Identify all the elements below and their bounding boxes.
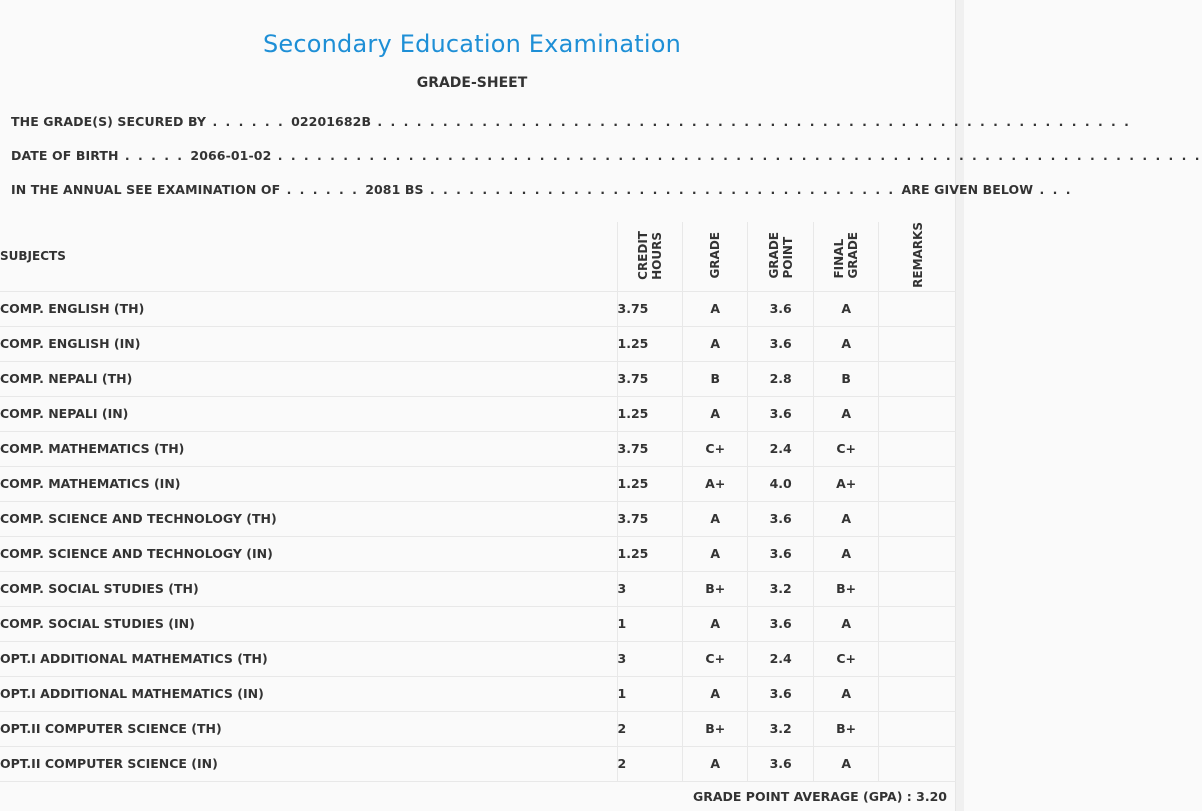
grade: B+ — [682, 711, 747, 746]
final-grade: A — [813, 676, 878, 711]
grade-point: 4.0 — [748, 466, 813, 501]
subject-name: COMP. MATHEMATICS (TH) — [0, 431, 617, 466]
credit-hours: 2 — [617, 711, 682, 746]
grade-table-body — [0, 291, 956, 781]
remarks — [879, 746, 956, 781]
grade: A — [682, 326, 747, 361]
table-row — [0, 641, 956, 676]
header-grade-point: GRADE POINT — [748, 222, 813, 291]
grade-point: 3.6 — [748, 746, 813, 781]
grade: A — [682, 676, 747, 711]
grade: A — [682, 396, 747, 431]
subject-name: COMP. ENGLISH (IN) — [0, 326, 617, 361]
grade-point: 2.4 — [748, 641, 813, 676]
credit-hours: 1 — [617, 676, 682, 711]
grade-point: 3.6 — [748, 606, 813, 641]
table-row — [0, 326, 956, 361]
final-grade: C+ — [813, 641, 878, 676]
credit-hours: 1 — [617, 606, 682, 641]
header-credit-hours: CREDIT HOURS — [617, 222, 682, 291]
subject-name: COMP. SOCIAL STUDIES (TH) — [0, 571, 617, 606]
grade: A — [682, 746, 747, 781]
final-grade: A — [813, 326, 878, 361]
final-grade: B+ — [813, 711, 878, 746]
grade: A — [682, 606, 747, 641]
grade: C+ — [682, 431, 747, 466]
subject-name: COMP. ENGLISH (TH) — [0, 291, 617, 326]
symbol-number: 02201682B — [291, 114, 372, 129]
table-row — [0, 291, 956, 326]
subject-name: COMP. SCIENCE AND TECHNOLOGY (TH) — [0, 501, 617, 536]
remarks — [879, 361, 956, 396]
gpa-value: 3.20 — [916, 789, 947, 804]
final-grade: B+ — [813, 571, 878, 606]
remarks — [879, 571, 956, 606]
header-subjects: SUBJECTS — [0, 222, 617, 291]
grade-point: 3.6 — [748, 501, 813, 536]
page-subtitle: GRADE-SHEET — [416, 75, 528, 91]
remarks — [879, 641, 956, 676]
remarks — [879, 606, 956, 641]
subject-name: OPT.II COMPUTER SCIENCE (IN) — [0, 746, 617, 781]
dob-value: 2066-01-02 — [190, 148, 272, 163]
subject-name: COMP. NEPALI (IN) — [0, 396, 617, 431]
grade: C+ — [682, 641, 747, 676]
grade-point: 2.4 — [748, 431, 813, 466]
grade-table — [0, 222, 956, 782]
grade-point: 2.8 — [748, 361, 813, 396]
final-grade: A — [813, 501, 878, 536]
remarks — [879, 711, 956, 746]
subject-name: COMP. SCIENCE AND TECHNOLOGY (IN) — [0, 536, 617, 571]
final-grade: A — [813, 606, 878, 641]
grade: B+ — [682, 571, 747, 606]
final-grade: B — [813, 361, 878, 396]
final-grade: A — [813, 396, 878, 431]
final-grade: A — [813, 746, 878, 781]
final-grade: A — [813, 536, 878, 571]
subject-name: COMP. MATHEMATICS (IN) — [0, 466, 617, 501]
grade-point: 3.6 — [748, 326, 813, 361]
grade: A — [682, 536, 747, 571]
credit-hours: 3.75 — [617, 431, 682, 466]
header-grade: GRADE — [682, 222, 747, 291]
table-row — [0, 746, 956, 781]
table-row — [0, 711, 956, 746]
dob-line: DATE OF BIRTH . . . . . 2066-01-02 . . . . . . . . . . . . . . . . . . . . . . . . . . . . . . . . . . . . . . . . . . . . . . . . . . . . . . . . . . . . . . . . . . . . . . . — [11, 148, 1202, 163]
table-row — [0, 571, 956, 606]
grade-point: 3.6 — [748, 396, 813, 431]
table-row — [0, 396, 956, 431]
grade-point: 3.2 — [748, 571, 813, 606]
table-row — [0, 606, 956, 641]
table-row — [0, 501, 956, 536]
grade: A+ — [682, 466, 747, 501]
remarks — [879, 676, 956, 711]
given-below-label: ARE GIVEN BELOW — [901, 182, 1034, 197]
subject-name: COMP. SOCIAL STUDIES (IN) — [0, 606, 617, 641]
credit-hours: 1.25 — [617, 396, 682, 431]
remarks — [879, 501, 956, 536]
final-grade: C+ — [813, 431, 878, 466]
credit-hours: 3.75 — [617, 501, 682, 536]
final-grade: A — [813, 291, 878, 326]
table-row — [0, 676, 956, 711]
grade: A — [682, 501, 747, 536]
remarks — [879, 466, 956, 501]
credit-hours: 3 — [617, 571, 682, 606]
table-row — [0, 431, 956, 466]
table-row — [0, 361, 956, 396]
page-title: Secondary Education Examination — [262, 30, 682, 58]
subject-name: OPT.II COMPUTER SCIENCE (TH) — [0, 711, 617, 746]
credit-hours: 2 — [617, 746, 682, 781]
remarks — [879, 536, 956, 571]
grade-point: 3.6 — [748, 291, 813, 326]
table-row — [0, 536, 956, 571]
grade: B — [682, 361, 747, 396]
table-row — [0, 466, 956, 501]
subject-name: OPT.I ADDITIONAL MATHEMATICS (IN) — [0, 676, 617, 711]
remarks — [879, 431, 956, 466]
credit-hours: 3 — [617, 641, 682, 676]
remarks — [879, 396, 956, 431]
subject-name: OPT.I ADDITIONAL MATHEMATICS (TH) — [0, 641, 617, 676]
gpa-label: GRADE POINT AVERAGE (GPA) : — [692, 789, 912, 804]
credit-hours: 1.25 — [617, 536, 682, 571]
grade-point: 3.6 — [748, 676, 813, 711]
header-final-grade: FINAL GRADE — [813, 222, 878, 291]
grade-table-header — [0, 222, 956, 291]
grade: A — [682, 291, 747, 326]
dob-label: DATE OF BIRTH — [11, 148, 119, 163]
credit-hours: 1.25 — [617, 326, 682, 361]
credit-hours: 1.25 — [617, 466, 682, 501]
subject-name: COMP. NEPALI (TH) — [0, 361, 617, 396]
secured-by-line: THE GRADE(S) SECURED BY . . . . . . 02201682B . . . . . . . . . . . . . . . . . . . . . . . . . . . . . . . . . . . . . . . . . . . . . . . . . . . . . . . . . . — [11, 114, 1131, 129]
header-remarks: REMARKS — [879, 222, 956, 291]
secured-by-label: THE GRADE(S) SECURED BY — [11, 114, 207, 129]
exam-label: IN THE ANNUAL SEE EXAMINATION OF — [11, 182, 281, 197]
remarks — [879, 326, 956, 361]
final-grade: A+ — [813, 466, 878, 501]
gpa-summary — [693, 789, 947, 804]
grade-point: 3.6 — [748, 536, 813, 571]
remarks — [879, 291, 956, 326]
exam-line: IN THE ANNUAL SEE EXAMINATION OF . . . . . . 2081 BS . . . . . . . . . . . . . . . . . . . . . . . . . . . . . . . . . . . . ARE GIVEN BELOW . . . — [11, 182, 1073, 197]
credit-hours: 3.75 — [617, 291, 682, 326]
grade-point: 3.2 — [748, 711, 813, 746]
credit-hours: 3.75 — [617, 361, 682, 396]
exam-year: 2081 BS — [365, 182, 424, 197]
